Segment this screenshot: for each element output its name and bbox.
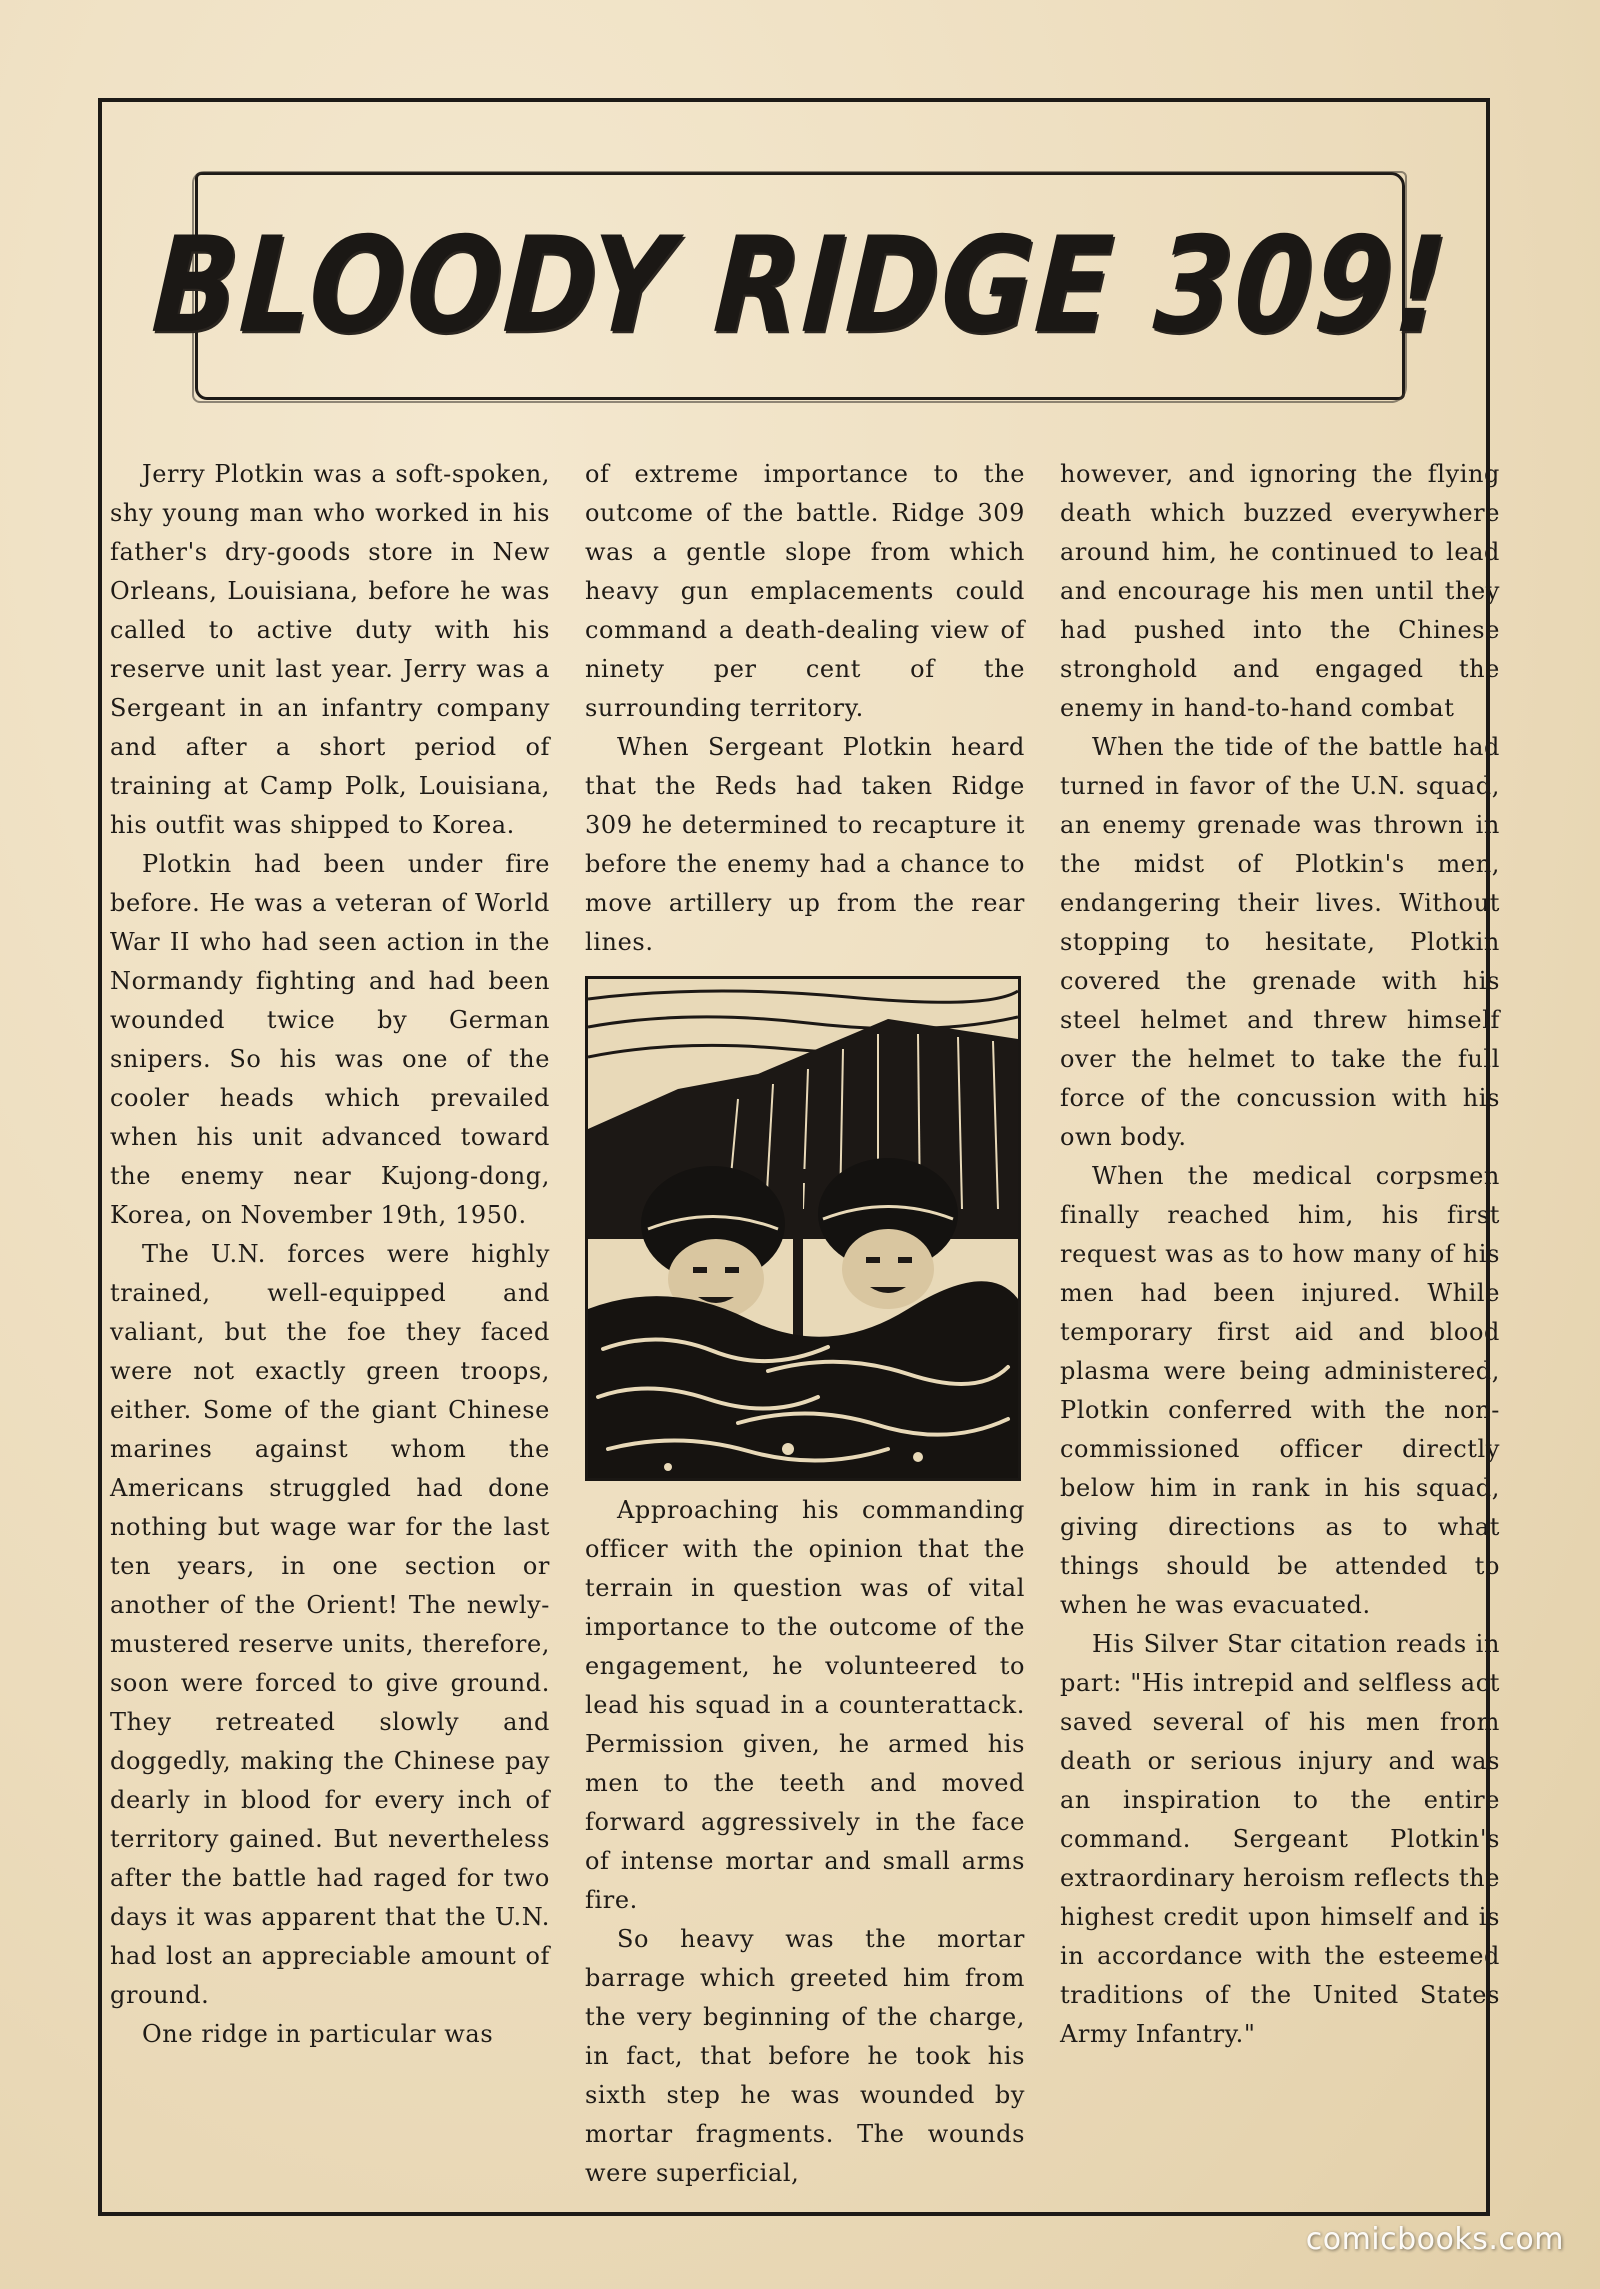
paragraph: however, and ignoring the flying death which buzzed everywhere around him, he continued to lead and encourage his men until they had pushed into the Chinese stronghold and engaged the enemy in hand-to-hand combat: [1060, 460, 1500, 722]
paragraph: So heavy was the mortar barrage which greeted him from the very beginning of the charge, in fact, that before he took his sixth step he was wounded by mortar fragments. The wounds were superficial,: [585, 1925, 1025, 2187]
article-body: [105, 455, 1500, 2200]
site-watermark: comicbooks.com: [1305, 2222, 1564, 2257]
paragraph: Jerry Plotkin was a soft-spoken, shy young man who worked in his father's dry-goods store in New Orleans, Louisiana, before he was called to active duty with his reserve unit last year. Jerry was a Sergeant in an infantry company and after a short period of training at Camp Polk, Louisiana, his outfit was shipped to Korea.: [110, 460, 550, 839]
paragraph: His Silver Star citation reads in part: "His intrepid and selfless act saved several of his men from death or serious injury and was an inspiration to the entire command. Sergeant Plotkin's extraordinary heroism reflects the highest credit upon himself and is in accordance with the esteemed traditions of the United States Army Infantry.": [1060, 1630, 1500, 2048]
column-2: [585, 455, 1025, 2193]
title-banner: [148, 172, 1452, 400]
paragraph: When Sergeant Plotkin heard that the Reds had taken Ridge 309 he determined to recapture it before the enemy had a chance to move artillery up from the rear lines.: [585, 733, 1025, 956]
soldiers-illustration: [585, 976, 1021, 1481]
article-title: BLOODY RIDGE 309!: [148, 209, 1452, 363]
column-1: [110, 455, 550, 2054]
column-3: [1060, 455, 1500, 2054]
paragraph: When the medical corpsmen finally reached him, his first request was as to how many of his men had been injured. While temporary first aid and blood plasma were being administered, Plotkin conferred with the non-commissioned officer directly below him in rank in his squad, giving directions as to what things should be attended to when he was evacuated.: [1060, 1162, 1500, 1619]
paragraph: One ridge in particular was: [142, 2020, 494, 2048]
paragraph: When the tide of the battle had turned in favor of the U.N. squad, an enemy grenade was thrown in the midst of Plotkin's men, endangering their lives. Without stopping to hesitate, Plotkin covered the grenade with his steel helmet and threw himself over the helmet to take the full force of the concussion with his own body.: [1060, 733, 1500, 1151]
paragraph: of extreme importance to the outcome of the battle. Ridge 309 was a gentle slope from which heavy gun emplacements could command a death-dealing view of ninety per cent of the surrounding territory.: [585, 460, 1025, 722]
paragraph: The U.N. forces were highly trained, well-equipped and valiant, but the foe they faced were not exactly green troops, either. Some of the giant Chinese marines against whom the Americans struggled had done nothing but wage war for the last ten years, in one section or another of the Orient! The newly-mustered reserve units, therefore, soon were forced to give ground. They retreated slowly and doggedly, making the Chinese pay dearly in blood for every inch of territory gained. But nevertheless after the battle had raged for two days it was apparent that the U.N. had lost an appreciable amount of ground.: [110, 1240, 550, 2009]
paragraph: Plotkin had been under fire before. He was a veteran of World War II who had seen action in the Normandy fighting and had been wounded twice by German snipers. So his was one of the cooler heads which prevailed when his unit advanced toward the enemy near Kujong-dong, Korea, on November 19th, 1950.: [110, 850, 550, 1229]
soldiers-illustration-drawing: [588, 979, 1018, 1478]
paragraph: Approaching his commanding officer with the opinion that the terrain in question was of vital importance to the outcome of the engagement, he volunteered to lead his squad in a counterattack. Permission given, he armed his men to the teeth and moved forward aggressively in the face of intense mortar and small arms fire.: [585, 1496, 1025, 1914]
